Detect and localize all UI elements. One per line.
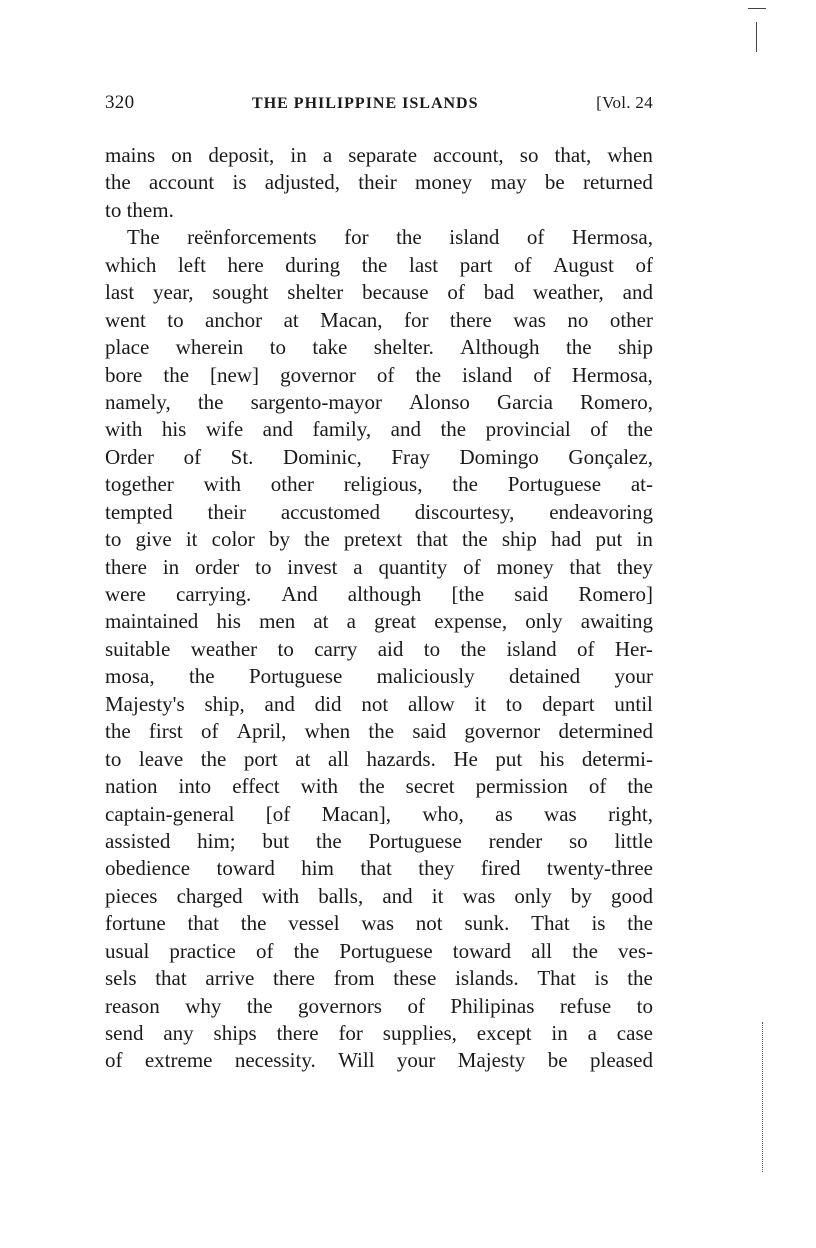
text-line: of extreme necessity. Will your Majesty be pleased (105, 1048, 653, 1073)
text-line: together with other religious, the Portuguese at- (105, 472, 653, 497)
text-line: with his wife and family, and the provincial of the (105, 417, 653, 442)
text-line: fortune that the vessel was not sunk. That is the (105, 911, 653, 936)
text-line: to give it color by the pretext that the ship had put in (105, 527, 653, 552)
running-title: THE PHILIPPINE ISLANDS (252, 95, 479, 112)
text-line: were carrying. And although [the said Romero] (105, 582, 653, 606)
text-line: namely, the sargento-mayor Alonso Garcia Romero, (105, 389, 653, 414)
text-line: went to anchor at Macan, for there was no other (105, 307, 653, 332)
scan-edge-mark (756, 22, 757, 52)
scan-margin-mark (762, 1022, 763, 1172)
text-line: there in order to invest a quantity of money that they (105, 554, 653, 579)
text-line: suitable weather to carry aid to the island of Her- (105, 636, 653, 661)
text-line: place wherein to take shelter. Although the ship (105, 335, 653, 360)
text-line: mains on deposit, in a separate account, so that, when (105, 143, 653, 167)
text-line: bore the [new] governor of the island of Hermosa, (105, 362, 653, 387)
paragraph (105, 224, 653, 1075)
text-line: to them. (105, 197, 174, 222)
text-line: captain-general [of Macan], who, as was right, (105, 801, 653, 826)
page-number: 320 (105, 92, 135, 113)
text-line: the account is adjusted, their money may be returned (105, 170, 653, 195)
text-line: to leave the port at all hazards. He put his determi- (105, 746, 653, 771)
text-line: sels that arrive there from these islands. That is the (105, 966, 653, 991)
scan-edge-mark (748, 8, 766, 9)
text-line: assisted him; but the Portuguese render so little (105, 828, 653, 853)
text-line: tempted their accustomed discourtesy, endeavoring (105, 499, 653, 524)
running-header (105, 92, 653, 122)
text-line: Order of St. Dominic, Fray Domingo Gonçalez, (105, 444, 653, 469)
text-line: usual practice of the Portuguese toward all the ves- (105, 938, 653, 963)
text-line: last year, sought shelter because of bad weather, and (105, 280, 653, 305)
text-line: pieces charged with balls, and it was only by good (105, 883, 653, 908)
text-line: send any ships there for supplies, except in a case (105, 1021, 653, 1045)
text-line: Majesty's ship, and did not allow it to depart until (105, 691, 653, 716)
text-line: obedience toward him that they fired twenty-three (105, 856, 653, 881)
paragraph (105, 142, 653, 224)
text-line: The reënforcements for the island of Hermosa, (127, 225, 653, 250)
book-page (105, 92, 653, 1075)
text-line: which left here during the last part of August of (105, 252, 653, 277)
text-line: mosa, the Portuguese maliciously detained your (105, 664, 653, 689)
text-line: nation into effect with the secret permission of the (105, 774, 653, 799)
text-line: the first of April, when the said governor determined (105, 719, 653, 744)
text-line: reason why the governors of Philipinas refuse to (105, 993, 653, 1018)
text-line: maintained his men at a great expense, only awaiting (105, 609, 653, 634)
volume-label: [Vol. 24 (596, 93, 653, 112)
page-body-text (105, 142, 653, 1075)
